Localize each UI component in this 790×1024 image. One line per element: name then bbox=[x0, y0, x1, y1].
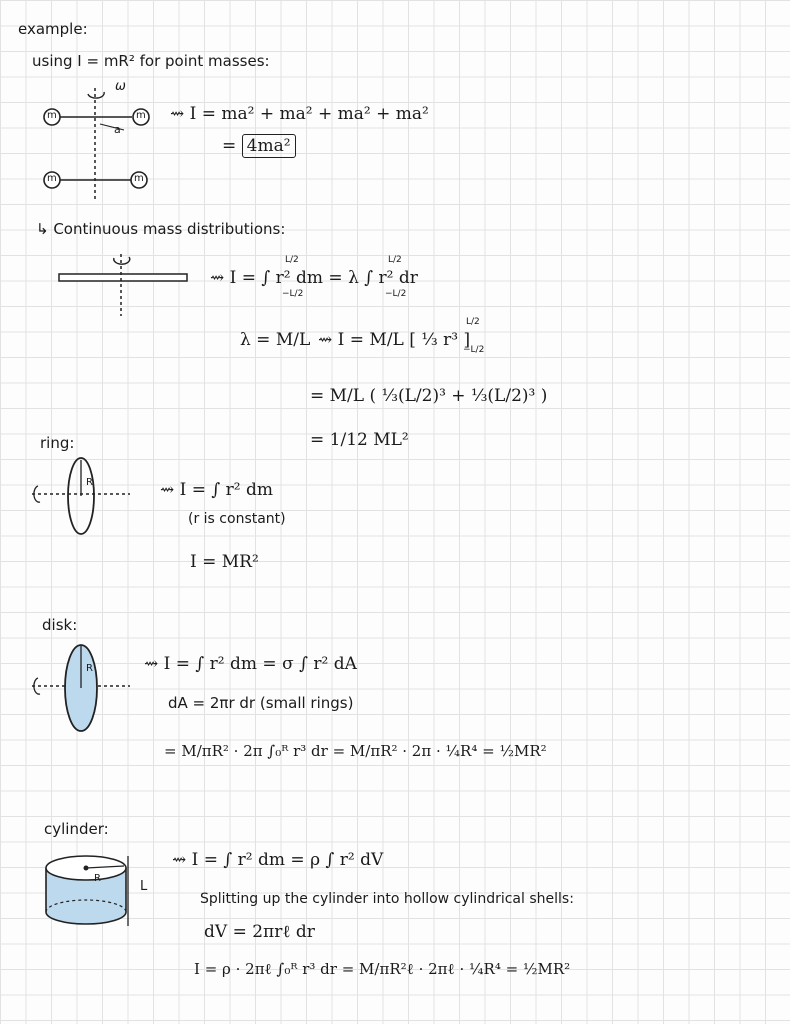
cylinder-label: cylinder: bbox=[44, 820, 109, 838]
point-mass-eq1: ⇝ I = ma² + ma² + ma² + ma² bbox=[170, 104, 429, 124]
ring-diagram bbox=[26, 456, 136, 546]
limit-upper-2: L/2 bbox=[388, 255, 402, 265]
rod-diagram bbox=[55, 248, 195, 318]
ring-eq2: I = MR² bbox=[190, 552, 259, 572]
cylinder-length-label: L bbox=[140, 879, 148, 894]
limit-lower-1: −L/2 bbox=[282, 289, 304, 299]
cylinder-eq1: ⇝ I = ∫ r² dm = ρ ∫ r² dV bbox=[172, 850, 384, 870]
mass-label-4: m bbox=[134, 173, 144, 184]
point-mass-eq2 bbox=[222, 138, 296, 155]
cylinder-diagram bbox=[40, 852, 150, 936]
continuous-heading: ↳ Continuous mass distributions: bbox=[36, 220, 286, 238]
point-mass-result: 4ma² bbox=[242, 134, 296, 158]
cylinder-eq4: I = ρ · 2πℓ ∫₀ᴿ r³ dr = M/πR²ℓ · 2πℓ · ¼R⁴ = ½MR² bbox=[194, 960, 571, 978]
cylinder-eq3: dV = 2πrℓ dr bbox=[204, 922, 315, 942]
continuous-eq4: = 1/12 ML² bbox=[310, 430, 409, 450]
cylinder-eq2: Splitting up the cylinder into hollow cylindrical shells: bbox=[200, 891, 574, 907]
page-heading: example: bbox=[18, 20, 88, 38]
limit-upper-1: L/2 bbox=[285, 255, 299, 265]
disk-diagram bbox=[26, 640, 136, 740]
point-mass-intro: using I = mR² for point masses: bbox=[32, 52, 270, 70]
disk-label: disk: bbox=[42, 616, 78, 634]
disk-eq2: dA = 2πr dr (small rings) bbox=[168, 694, 354, 712]
disk-eq3: = M/πR² · 2π ∫₀ᴿ r³ dr = M/πR² · 2π · ¼R⁴ = ½MR² bbox=[164, 742, 547, 760]
mass-label-2: m bbox=[136, 110, 146, 121]
a-label: a bbox=[114, 123, 121, 136]
continuous-eq1: ⇝ I = ∫ r² dm = λ ∫ r² dr bbox=[210, 268, 418, 288]
limit-lower-3: −L/2 bbox=[463, 345, 485, 355]
omega-label: ω bbox=[115, 79, 126, 94]
lambda-def: λ = M/L bbox=[240, 330, 311, 350]
mass-label-3: m bbox=[47, 173, 57, 184]
cylinder-radius-label: R bbox=[94, 873, 101, 884]
limit-lower-2: −L/2 bbox=[385, 289, 407, 299]
ring-note: (r is constant) bbox=[188, 511, 286, 527]
mass-label-1: m bbox=[47, 110, 57, 121]
ring-radius-label: R bbox=[86, 477, 93, 488]
disk-radius-label: R bbox=[86, 663, 93, 674]
ring-label: ring: bbox=[40, 434, 75, 452]
point-mass-eq2-prefix: = bbox=[222, 136, 242, 156]
ring-eq1: ⇝ I = ∫ r² dm bbox=[160, 480, 274, 500]
continuous-eq3: = M/L ( ⅓(L/2)³ + ⅓(L/2)³ ) bbox=[310, 386, 548, 406]
limit-upper-3: L/2 bbox=[466, 317, 480, 327]
disk-eq1: ⇝ I = ∫ r² dm = σ ∫ r² dA bbox=[144, 654, 357, 674]
continuous-eq2: ⇝ I = M/L [ ⅓ r³ ] bbox=[318, 330, 471, 350]
